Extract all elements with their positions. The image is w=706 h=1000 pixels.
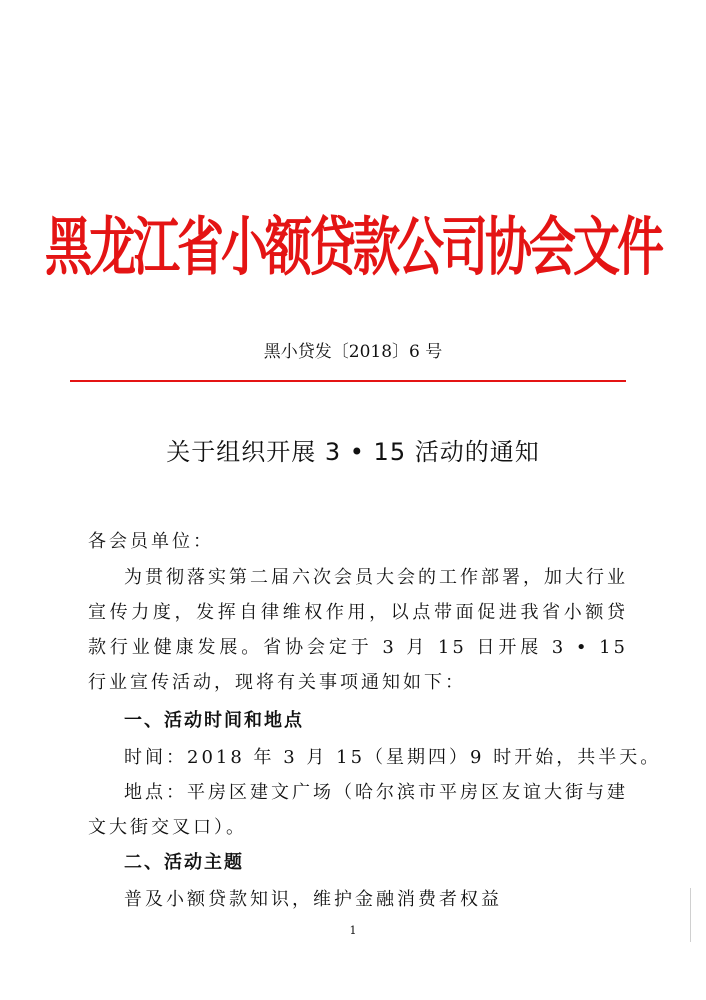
addressee: 各会员单位： bbox=[88, 531, 214, 552]
document-number: 黑小贷发〔2018〕6 号 bbox=[263, 342, 443, 362]
section-heading-time-place: 一、活动时间和地点 bbox=[124, 710, 304, 731]
notice-title: 关于组织开展 3 • 15 活动的通知 bbox=[166, 438, 540, 466]
org-header-title: 黑龙江省小额贷款公司协会文件 bbox=[45, 210, 661, 285]
scan-edge-mark bbox=[690, 888, 691, 942]
intro-paragraph: 为贯彻落实第二届六次会员大会的工作部署，加大行业宣传力度，发挥自律维权作用，以点带面促进我省小额贷款行业健康发展。省协会定于 3 月 15 日开展 3 • 15 行业宣传活动，现将有关事项通知如下： bbox=[88, 567, 628, 693]
place-line: 地点：平房区建文广场（哈尔滨市平房区友谊大街与建文大街交叉口）。 bbox=[88, 782, 628, 838]
theme-line: 普及小额贷款知识，维护金融消费者权益 bbox=[124, 889, 502, 910]
time-line: 时间：2018 年 3 月 15（星期四）9 时开始，共半天。 bbox=[124, 747, 662, 768]
section-heading-theme: 二、活动主题 bbox=[124, 852, 244, 873]
page-number: 1 bbox=[349, 924, 357, 937]
red-divider-line bbox=[70, 380, 626, 382]
